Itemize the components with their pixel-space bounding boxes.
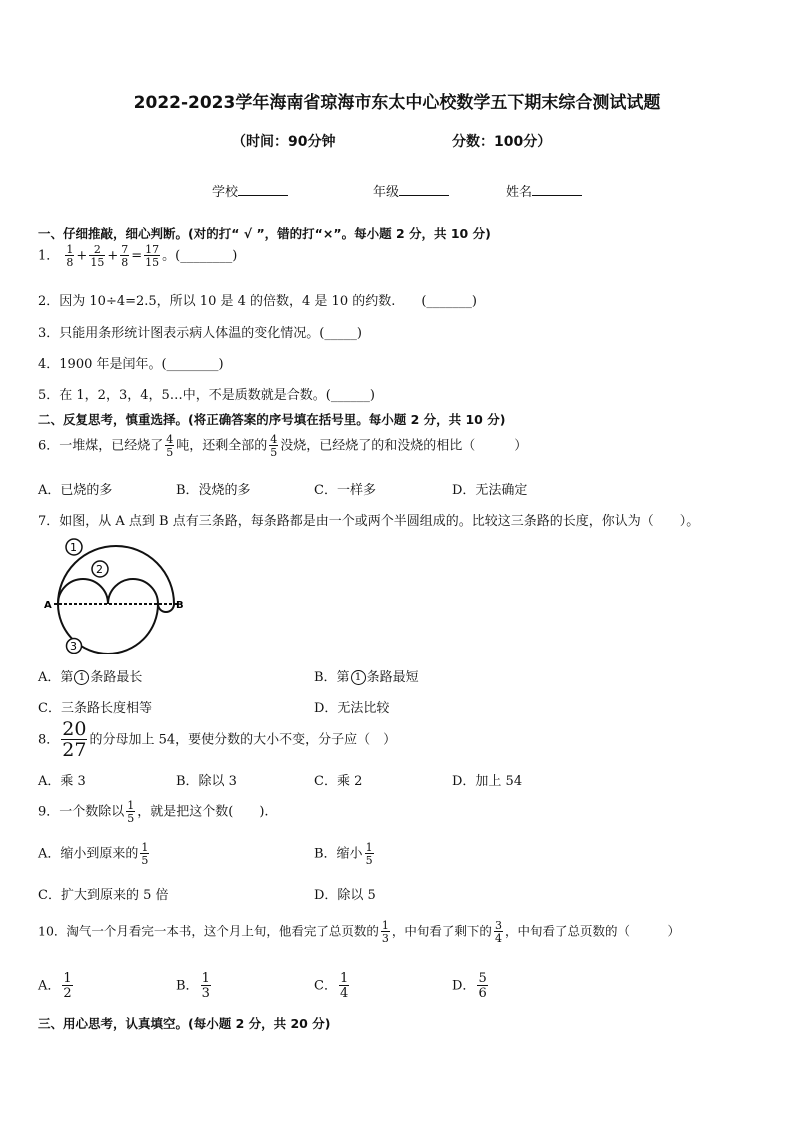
q7-option-c: C．三条路长度相等: [38, 701, 152, 716]
q9-option-b: B．缩小 $\frac{1}{5}$: [314, 841, 373, 867]
q10-option-b: B． $\frac{1}{3}$: [176, 971, 210, 1001]
path-2-arc-left: [58, 579, 108, 604]
question-8: 8． $\frac{20}{27}$ 的分母加上 54，要使分数的大小不变，分子应（ ）: [38, 718, 397, 761]
section-3-heading: 三、用心思考，认真填空。(每小题 2 分，共 20 分): [38, 1016, 331, 1031]
q9-option-a: A．缩小到原来的 $\frac{1}{5}$: [38, 841, 149, 867]
question-1: 1． $\frac{1}{8}$ + $\frac{2}{15}$ + $\frac{7}{8}$ = $\frac{17}{15}$ 。(________): [38, 243, 238, 269]
q8-option-c: C．乘 2: [314, 774, 363, 789]
section-1-heading: 一、仔细推敲，细心判断。(对的打“ √ ”，错的打“×”。每小题 2 分，共 10 分): [38, 226, 491, 241]
question-9: 9．一个数除以 $\frac{1}{5}$ ，就是把这个数( ).: [38, 799, 269, 825]
question-5: 5．在 1，2，3，4，5…中，不是质数就是合数。(______): [38, 388, 375, 403]
path-2-arc-right: [108, 579, 158, 604]
path-3-number: 3: [70, 640, 77, 653]
point-a-label: A: [44, 600, 52, 611]
q7-option-d: D．无法比较: [314, 701, 390, 716]
q6-option-d: D．无法确定: [452, 483, 528, 498]
question-2: 2．因为 10÷4=2.5，所以 10 是 4 的倍数，4 是 10 的约数. (_______): [38, 294, 478, 309]
page-title: 2022-2023学年海南省琼海市东太中心校数学五下期末综合测试试题: [133, 93, 661, 113]
path-2-number: 2: [96, 563, 103, 576]
question-10: 10．淘气一个月看完一本书，这个月上旬，他看完了总页数的 $\frac{1}{3}$ ，中旬看了剩下的 $\frac{3}{4}$ ，中旬看了总页数的（ ）: [38, 919, 680, 945]
q6-option-a: A．已烧的多: [38, 483, 113, 498]
q8-option-b: B．除以 3: [176, 774, 237, 789]
exam-score: 分数：100分）: [452, 134, 552, 150]
point-b-label: B: [176, 600, 184, 611]
exam-time: （时间：90分钟: [232, 134, 336, 150]
q9-option-d: D．除以 5: [314, 888, 376, 903]
grade-label: 年级: [373, 185, 400, 200]
q10-option-c: C． $\frac{1}{4}$: [314, 971, 349, 1001]
name-field[interactable]: [506, 181, 582, 200]
name-label: 姓名: [506, 185, 533, 200]
q10-option-d: D． $\frac{5}{6}$: [452, 971, 487, 1001]
grade-field[interactable]: [373, 181, 449, 200]
q7-option-b: B．第 1 条路最短: [314, 670, 419, 685]
semicircle-paths-figure: [40, 536, 190, 654]
question-4: 4．1900 年是闰年。(________): [38, 357, 224, 372]
q6-option-b: B．没烧的多: [176, 483, 251, 498]
question-6: 6．一堆煤，已经烧了 $\frac{4}{5}$ 吨，还剩全部的 $\frac{4}{5}$ 没烧，已经烧了的和没烧的相比（ ）: [38, 433, 528, 459]
q9-option-c: C．扩大到原来的 5 倍: [38, 888, 169, 903]
school-field[interactable]: [212, 181, 288, 200]
path-1-number: 1: [70, 541, 77, 554]
q6-option-c: C．一样多: [314, 483, 376, 498]
question-7: 7．如图，从 A 点到 B 点有三条路，每条路都是由一个或两个半圆组成的。比较这三条路的长度，你认为（ ）。: [38, 514, 700, 529]
small-arc-near-b: [158, 604, 174, 612]
q8-option-a: A．乘 3: [38, 774, 86, 789]
q7-option-a: A．第 1 条路最长: [38, 670, 143, 685]
question-3: 3．只能用条形统计图表示病人体温的变化情况。(_____): [38, 326, 362, 341]
q10-option-a: A． $\frac{1}{2}$: [38, 971, 72, 1001]
school-label: 学校: [212, 185, 239, 200]
section-2-heading: 二、反复思考，慎重选择。(将正确答案的序号填在括号里。每小题 2 分，共 10 分): [38, 412, 506, 427]
q8-option-d: D．加上 54: [452, 774, 523, 789]
